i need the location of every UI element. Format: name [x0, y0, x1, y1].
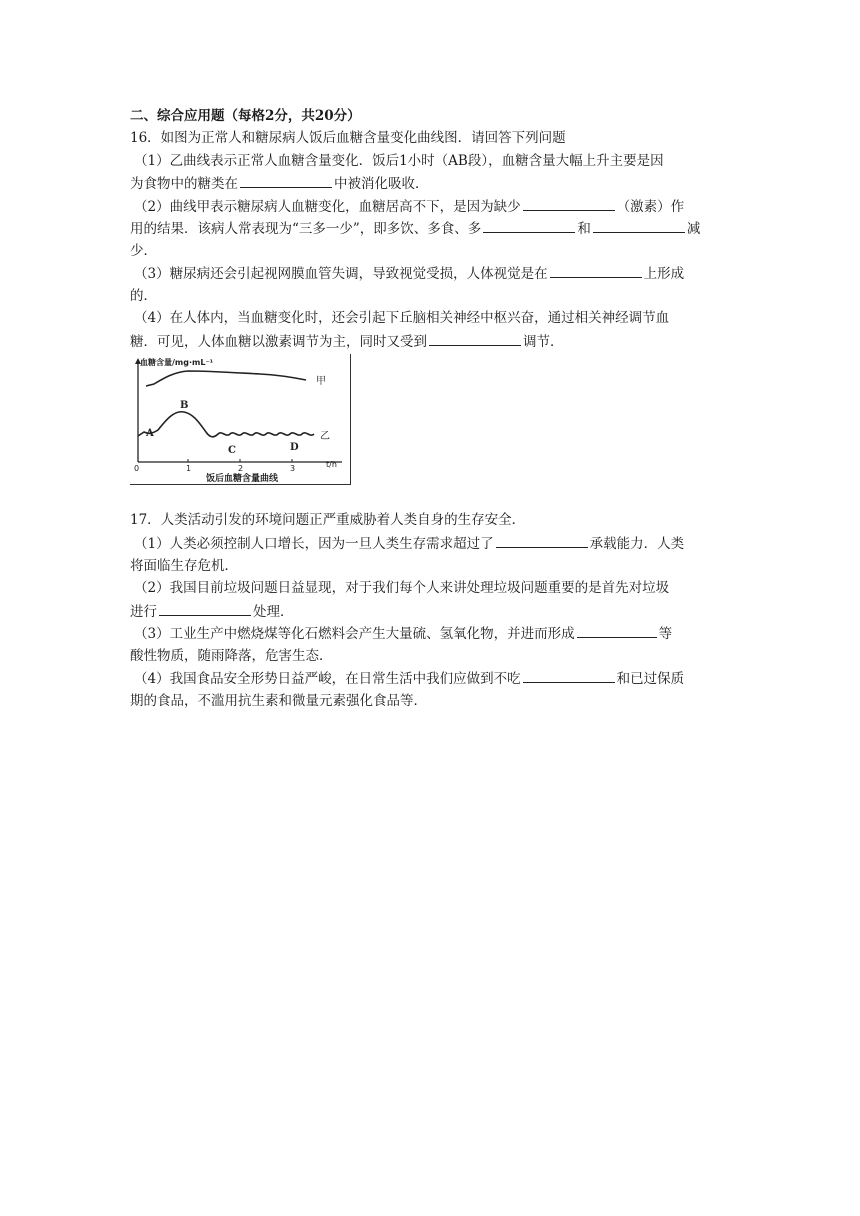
x-tick-label: 0 — [134, 464, 140, 473]
q16-stem: 16．如图为正常人和糖尿病人饭后血糖含量变化曲线图．请回答下列问题 — [130, 130, 566, 146]
text: 处理． — [253, 604, 294, 620]
text: （2）曲线甲表示糖尿病人血糖变化，血糖居高不下，是因为缺少 — [134, 199, 521, 215]
blood-glucose-chart — [130, 354, 350, 484]
curve-yi-label: 乙 — [320, 431, 330, 442]
figure-caption: 饭后血糖含量曲线 — [206, 474, 279, 484]
q16-part4-line2 — [130, 331, 564, 352]
q16-part4-line1: （4）在人体内，当血糖变化时，还会引起下丘脑相关神经中枢兴奋，通过相关神经调节血 — [134, 310, 670, 326]
text: 中被消化吸收． — [334, 176, 429, 192]
x-axis-unit: t/h — [326, 460, 337, 469]
answer-blank[interactable] — [577, 623, 657, 638]
answer-blank[interactable] — [593, 218, 685, 233]
text: （1）人类必须控制人口增长，因为一旦人类生存需求超过了 — [134, 536, 494, 552]
q16-part3-line2: 的． — [130, 288, 157, 304]
q17-part1-line1 — [134, 533, 684, 554]
q17-part1-line2: 将面临生存危机． — [130, 558, 238, 574]
q17-part4-line1 — [134, 668, 684, 689]
text: 和 — [577, 221, 591, 237]
text: （3）工业生产中燃烧煤等化石燃料会产生大量硫、氢氧化物，并进而形成 — [134, 626, 575, 642]
answer-blank[interactable] — [429, 331, 521, 346]
q17-stem: 17．人类活动引发的环境问题正严重威胁着人类自身的生存安全． — [130, 512, 526, 528]
answer-blank[interactable] — [240, 173, 332, 188]
text: 调节． — [523, 334, 564, 350]
text: 进行 — [130, 604, 157, 620]
q17-part2-line1: （2）我国目前垃圾问题日益显现，对于我们每个人来讲处理垃圾问题重要的是首先对垃圾 — [134, 580, 670, 596]
q16-part2-line2 — [130, 218, 700, 239]
q17-part4-line2: 期的食品，不滥用抗生素和微量元素强化食品等． — [130, 693, 427, 709]
answer-blank[interactable] — [523, 196, 615, 211]
point-b-label: B — [180, 400, 189, 411]
point-d-label: D — [290, 442, 299, 453]
curve-jia — [146, 371, 306, 386]
answer-blank[interactable] — [159, 601, 251, 616]
answer-blank[interactable] — [483, 218, 575, 233]
text: 减 — [686, 221, 701, 237]
answer-blank[interactable] — [550, 263, 642, 278]
blood-glucose-figure — [130, 354, 351, 485]
q16-part2-line1 — [134, 196, 684, 217]
text: 为食物中的糖类在 — [130, 176, 238, 192]
answer-blank[interactable] — [523, 668, 615, 683]
curve-jia-label: 甲 — [316, 376, 326, 387]
text: 用的结果．该病人常表现为“三多一少”，即多饮、多食、多 — [130, 221, 482, 237]
point-c-label: C — [228, 445, 236, 456]
text: 和已过保质 — [616, 671, 685, 687]
text: 上形成 — [643, 266, 685, 282]
curve-yi — [138, 412, 314, 437]
q17-part3-line2: 酸性物质，随雨降落，危害生态． — [130, 648, 333, 664]
text: 承载能力．人类 — [589, 536, 685, 552]
y-axis-label: 血糖含量/mg·mL⁻¹ — [140, 358, 214, 367]
text: （激素）作 — [616, 199, 685, 215]
text: 糖．可见，人体血糖以激素调节为主，同时又受到 — [130, 334, 427, 350]
text: 等 — [658, 626, 673, 642]
q16-part3-line1 — [134, 263, 684, 284]
q16-part1-line1: （1）乙曲线表示正常人血糖含量变化．饭后1小时（AB段），血糖含量大幅上升主要是因 — [134, 153, 664, 169]
q17-part3-line1 — [134, 623, 672, 644]
text: （3）糖尿病还会引起视网膜血管失调，导致视觉受损，人体视觉是在 — [134, 266, 548, 282]
answer-blank[interactable] — [496, 533, 588, 548]
point-a-label: A — [146, 428, 154, 439]
section-title: 二、综合应用题（每格2分，共20分） — [130, 108, 361, 124]
q16-part2-line3: 少． — [130, 243, 157, 259]
q16-part1-line2 — [130, 173, 429, 194]
text: （4）我国食品安全形势日益严峻，在日常生活中我们应做到不吃 — [134, 671, 521, 687]
x-tick-label: 3 — [290, 464, 296, 473]
x-tick-label: 2 — [238, 464, 244, 473]
q17-part2-line2 — [130, 601, 294, 622]
x-tick-label: 1 — [186, 464, 192, 473]
